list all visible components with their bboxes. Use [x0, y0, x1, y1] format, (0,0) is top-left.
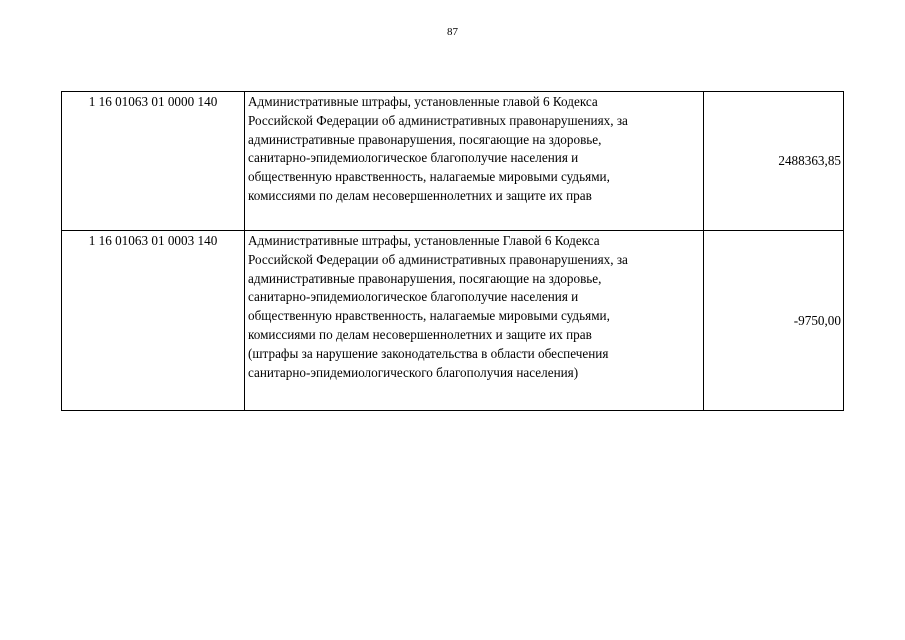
description-line: административные правонарушения, посягающие на здоровье,	[248, 270, 602, 286]
description-line: общественную нравственность, налагаемые мировыми судьями,	[248, 169, 610, 185]
description-line: комиссиями по делам несовершеннолетних и защите их прав	[248, 187, 592, 203]
description-line: Российской Федерации об административных правонарушениях, за	[248, 251, 628, 267]
description-line: Административные штрафы, установленные главой 6 Кодекса	[248, 94, 598, 109]
budget-table	[61, 91, 844, 411]
amount-cell: 2488363,85	[704, 92, 844, 231]
table-row	[62, 92, 844, 231]
description-line: санитарно-эпидемиологического благополучия населения)	[248, 364, 579, 380]
description-cell	[245, 92, 704, 231]
description-line: санитарно-эпидемиологическое благополучие населения и	[248, 289, 579, 305]
page-number: 87	[447, 26, 458, 38]
description-cell	[245, 231, 704, 411]
description-line: комиссиями по делам несовершеннолетних и защите их прав	[248, 326, 592, 342]
budget-code-cell: 1 16 01063 01 0003 140	[62, 231, 245, 411]
description-line: Административные штрафы, установленные Главой 6 Кодекса	[248, 233, 600, 248]
description-line: общественную нравственность, налагаемые мировыми судьями,	[248, 308, 610, 324]
description-line: Российской Федерации об административных правонарушениях, за	[248, 112, 628, 128]
description-line: санитарно-эпидемиологическое благополучие населения и	[248, 150, 579, 166]
table-row	[62, 231, 844, 411]
budget-code-cell: 1 16 01063 01 0000 140	[62, 92, 245, 231]
amount-cell: -9750,00	[704, 231, 844, 411]
description-line: (штрафы за нарушение законодательства в области обеспечения	[248, 345, 609, 361]
description-line: административные правонарушения, посягающие на здоровье,	[248, 131, 602, 147]
